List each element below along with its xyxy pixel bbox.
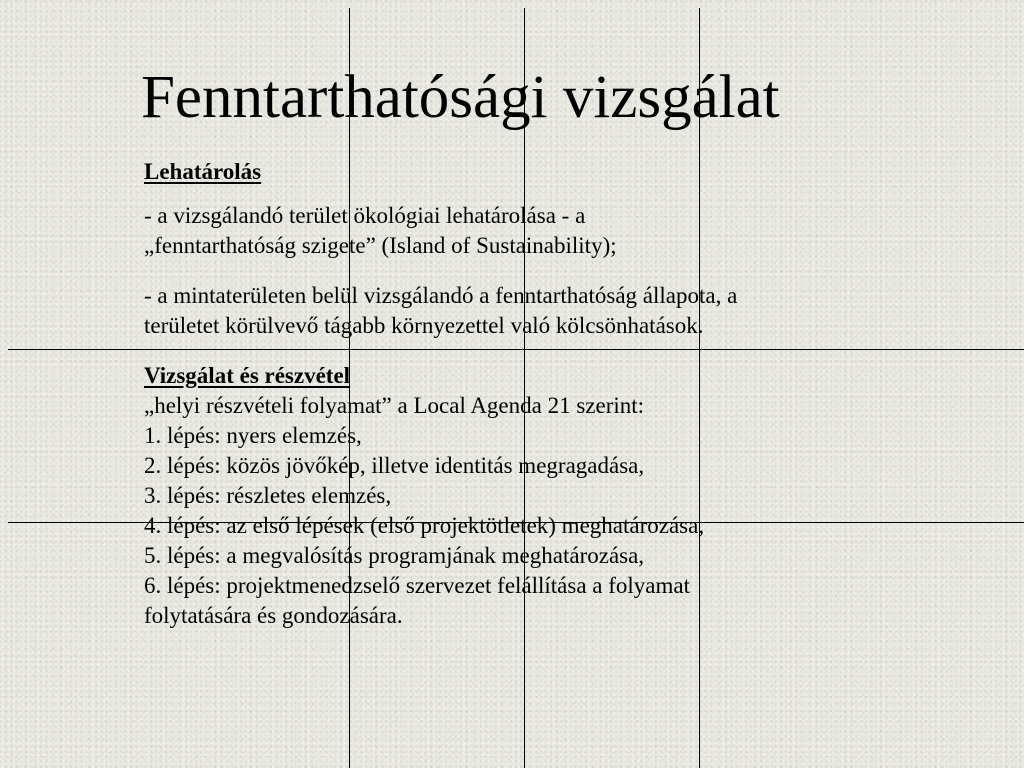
- paragraph-boundary: [144, 201, 924, 261]
- section-lehatarolas: [144, 157, 924, 341]
- process-intro: „helyi részvételi folyamat” a Local Agenda 21 szerint:: [144, 393, 645, 418]
- section-heading-vizsgalat: Vizsgálat és részvétel: [144, 363, 351, 388]
- text-line: területet körülvevő tágabb környezettel való kölcsönhatások.: [144, 313, 704, 338]
- section-vizsgalat: [144, 361, 924, 631]
- text-line: - a vizsgálandó terület ökológiai lehatárolása - a: [144, 203, 586, 228]
- list-item: 5. lépés: a megvalósítás programjának meghatározása,: [144, 543, 645, 568]
- text-line: - a mintaterületen belül vizsgálandó a fenntarthatóság állapota, a: [144, 283, 738, 308]
- step-list: [144, 421, 924, 631]
- list-item: 2. lépés: közös jövőkép, illetve identitás megragadása,: [144, 453, 645, 478]
- list-item: 4. lépés: az első lépések (első projektötletek) meghatározása,: [144, 513, 705, 538]
- paragraph-state: [144, 281, 924, 341]
- list-item-continuation: folytatására és gondozására.: [144, 603, 403, 628]
- section-heading-lehatarolas: Lehatárolás: [144, 159, 262, 184]
- text-line: „fenntarthatóság szigete” (Island of Sustainability);: [144, 233, 617, 258]
- list-item: 3. lépés: részletes elemzés,: [144, 483, 392, 508]
- slide-body: [144, 157, 924, 631]
- list-item: 6. lépés: projektmenedzselő szervezet felállítása a folyamat: [144, 573, 691, 598]
- slide-title: Fenntarthatósági vizsgálat: [141, 64, 780, 131]
- list-item: 1. lépés: nyers elemzés,: [144, 423, 362, 448]
